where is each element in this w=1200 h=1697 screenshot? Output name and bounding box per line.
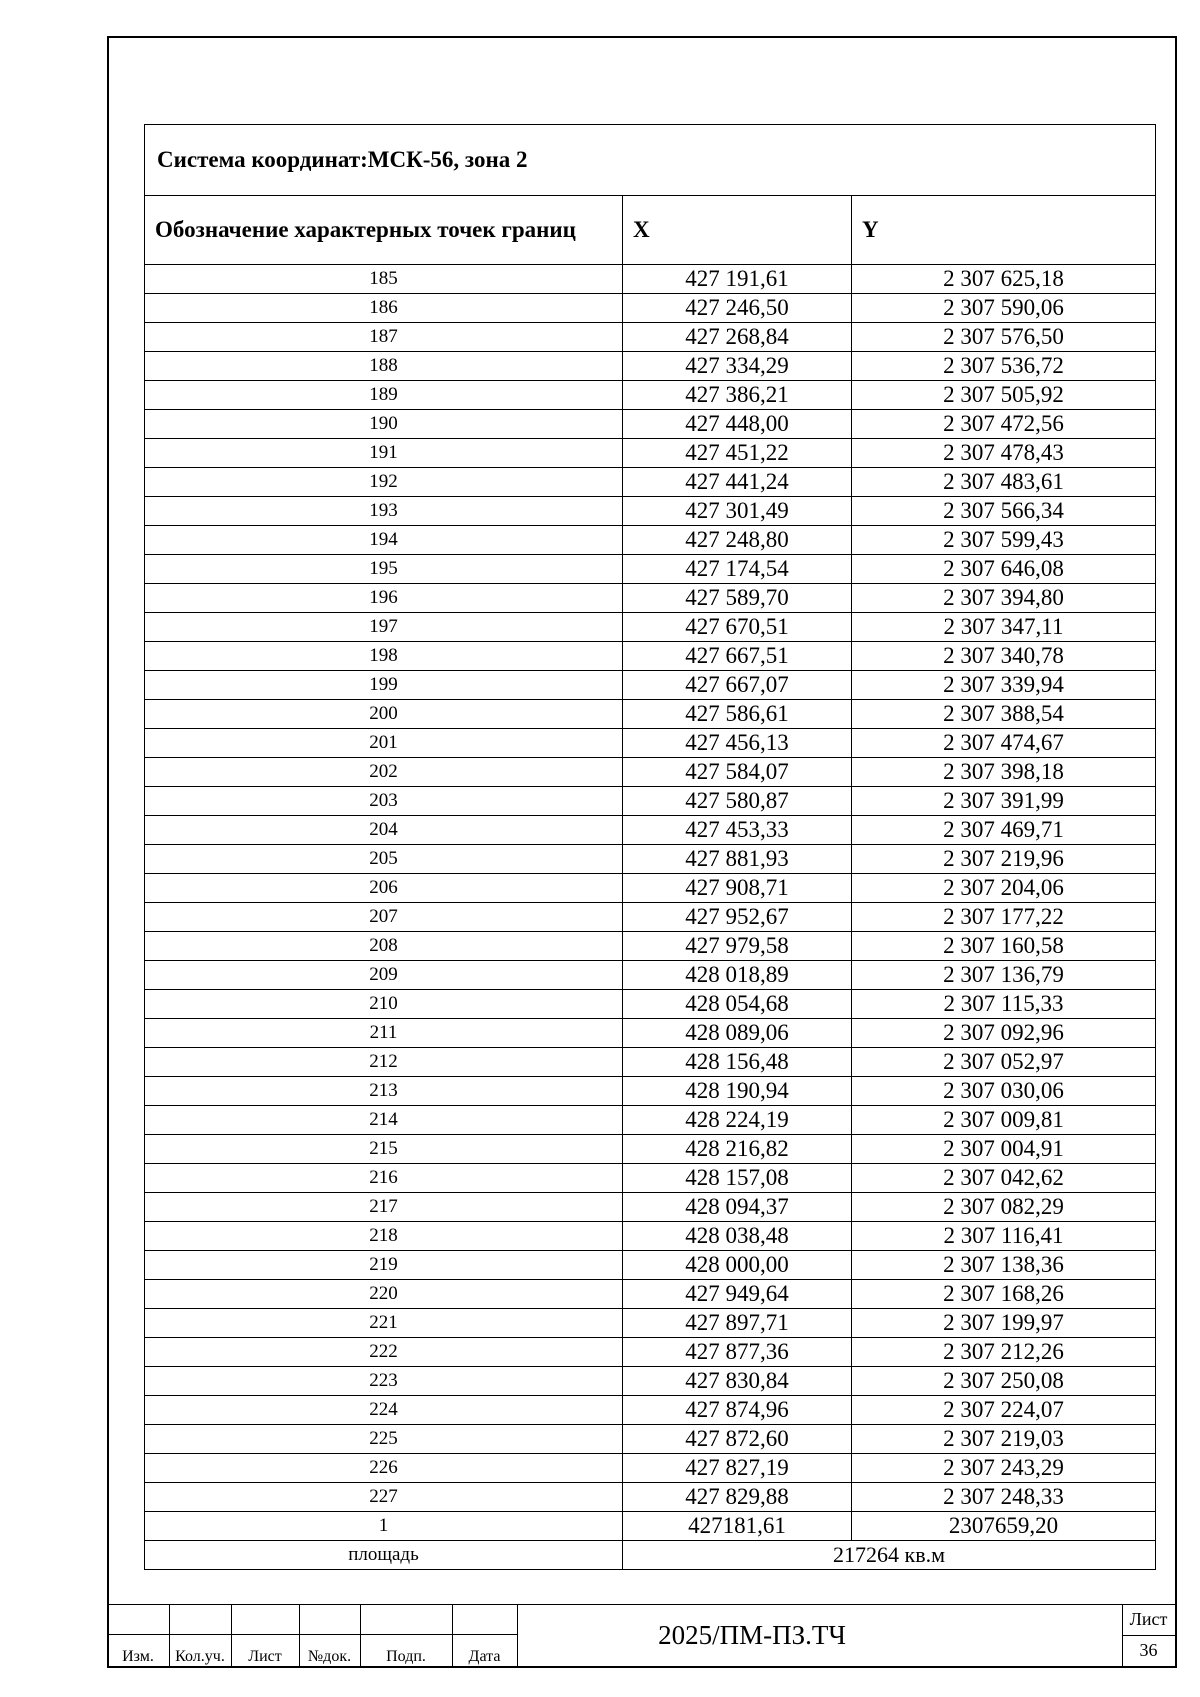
y-coordinate-cell: 2 307 092,96 [852,1019,1156,1048]
point-id-cell: 215 [145,1135,623,1164]
x-coordinate-cell: 427181,61 [623,1512,852,1541]
y-coordinate-cell: 2 307 212,26 [852,1338,1156,1367]
point-id-cell: 204 [145,816,623,845]
stamp-label-kol-uch: Кол.уч. [175,1648,225,1665]
y-coordinate-cell: 2 307 340,78 [852,642,1156,671]
stamp-label-data: Дата [468,1648,501,1665]
y-coordinate-cell: 2 307 138,36 [852,1251,1156,1280]
point-id-cell: 194 [145,526,623,555]
document-code: 2025/ПМ-ПЗ.ТЧ [658,1620,846,1650]
stamp-label-ndok: №док. [307,1648,352,1665]
x-coordinate-cell: 427 667,07 [623,671,852,700]
table-row [145,903,1156,932]
table-row [145,265,1156,294]
y-coordinate-cell: 2 307 398,18 [852,758,1156,787]
point-id-cell: 209 [145,961,623,990]
y-coordinate-cell: 2 307 469,71 [852,816,1156,845]
x-coordinate-cell: 428 000,00 [623,1251,852,1280]
table-row [145,961,1156,990]
point-id-cell: 191 [145,439,623,468]
sheet-number: 36 [1139,1640,1158,1660]
y-coordinate-cell: 2 307 168,26 [852,1280,1156,1309]
x-coordinate-cell: 427 670,51 [623,613,852,642]
table-row [145,352,1156,381]
table-row [145,468,1156,497]
table-row [145,1309,1156,1338]
table-row [145,1280,1156,1309]
y-coordinate-cell: 2 307 646,08 [852,555,1156,584]
y-coordinate-cell: 2 307 536,72 [852,352,1156,381]
x-coordinate-cell: 427 881,93 [623,845,852,874]
point-id-cell: 202 [145,758,623,787]
stamp-label-izm: Изм. [122,1648,154,1665]
x-coordinate-cell: 427 589,70 [623,584,852,613]
header-y: Y [852,196,1156,265]
point-id-cell: 218 [145,1222,623,1251]
x-coordinate-cell: 428 156,48 [623,1048,852,1077]
point-id-cell: 193 [145,497,623,526]
x-coordinate-cell: 427 334,29 [623,352,852,381]
y-coordinate-cell: 2 307 505,92 [852,381,1156,410]
table-row [145,642,1156,671]
point-id-cell: 223 [145,1367,623,1396]
point-id-cell: 187 [145,323,623,352]
x-coordinate-cell: 428 018,89 [623,961,852,990]
x-coordinate-cell: 427 827,19 [623,1454,852,1483]
y-coordinate-cell: 2 307 004,91 [852,1135,1156,1164]
x-coordinate-cell: 427 667,51 [623,642,852,671]
table-row [145,932,1156,961]
point-id-cell: 210 [145,990,623,1019]
table-row [145,613,1156,642]
x-coordinate-cell: 427 191,61 [623,265,852,294]
x-coordinate-cell: 427 584,07 [623,758,852,787]
point-id-cell: 216 [145,1164,623,1193]
x-coordinate-cell: 428 216,82 [623,1135,852,1164]
table-row [145,1512,1156,1541]
y-coordinate-cell: 2 307 248,33 [852,1483,1156,1512]
table-row [145,381,1156,410]
x-coordinate-cell: 427 872,60 [623,1425,852,1454]
point-id-cell: 186 [145,294,623,323]
stamp-label-podp: Подп. [386,1648,426,1665]
point-id-cell: 211 [145,1019,623,1048]
point-id-cell: 213 [145,1077,623,1106]
y-coordinate-cell: 2 307 042,62 [852,1164,1156,1193]
table-row [145,700,1156,729]
x-coordinate-cell: 427 586,61 [623,700,852,729]
header-point: Обозначение характерных точек границ [145,196,623,265]
area-label: площадь [145,1541,623,1570]
table-row [145,1019,1156,1048]
y-coordinate-cell: 2307659,20 [852,1512,1156,1541]
x-coordinate-cell: 428 089,06 [623,1019,852,1048]
y-coordinate-cell: 2 307 391,99 [852,787,1156,816]
coordinates-table [144,124,1156,1570]
table-row [145,1367,1156,1396]
point-id-cell: 199 [145,671,623,700]
point-id-cell: 221 [145,1309,623,1338]
point-id-cell: 203 [145,787,623,816]
y-coordinate-cell: 2 307 116,41 [852,1222,1156,1251]
x-coordinate-cell: 428 224,19 [623,1106,852,1135]
table-title-row [145,125,1156,196]
table-row [145,1483,1156,1512]
table-row [145,1222,1156,1251]
y-coordinate-cell: 2 307 590,06 [852,294,1156,323]
table-row [145,816,1156,845]
x-coordinate-cell: 428 157,08 [623,1164,852,1193]
point-id-cell: 225 [145,1425,623,1454]
x-coordinate-cell: 427 386,21 [623,381,852,410]
header-x: X [623,196,852,265]
y-coordinate-cell: 2 307 160,58 [852,932,1156,961]
x-coordinate-cell: 427 897,71 [623,1309,852,1338]
x-coordinate-cell: 427 246,50 [623,294,852,323]
y-coordinate-cell: 2 307 136,79 [852,961,1156,990]
point-id-cell: 201 [145,729,623,758]
y-coordinate-cell: 2 307 388,54 [852,700,1156,729]
area-row [145,1541,1156,1570]
table-row [145,671,1156,700]
table-row [145,787,1156,816]
point-id-cell: 219 [145,1251,623,1280]
point-id-cell: 227 [145,1483,623,1512]
x-coordinate-cell: 427 456,13 [623,729,852,758]
y-coordinate-cell: 2 307 250,08 [852,1367,1156,1396]
area-value: 217264 кв.м [623,1541,1156,1570]
y-coordinate-cell: 2 307 566,34 [852,497,1156,526]
point-id-cell: 217 [145,1193,623,1222]
point-id-cell: 207 [145,903,623,932]
y-coordinate-cell: 2 307 576,50 [852,323,1156,352]
y-coordinate-cell: 2 307 177,22 [852,903,1156,932]
y-coordinate-cell: 2 307 009,81 [852,1106,1156,1135]
point-id-cell: 192 [145,468,623,497]
table-row [145,1454,1156,1483]
x-coordinate-cell: 427 580,87 [623,787,852,816]
x-coordinate-cell: 428 054,68 [623,990,852,1019]
sheet-label: Лист [1129,1609,1168,1629]
y-coordinate-cell: 2 307 339,94 [852,671,1156,700]
x-coordinate-cell: 427 952,67 [623,903,852,932]
y-coordinate-cell: 2 307 204,06 [852,874,1156,903]
point-id-cell: 222 [145,1338,623,1367]
table-row [145,758,1156,787]
y-coordinate-cell: 2 307 243,29 [852,1454,1156,1483]
x-coordinate-cell: 427 268,84 [623,323,852,352]
x-coordinate-cell: 427 877,36 [623,1338,852,1367]
point-id-cell: 226 [145,1454,623,1483]
point-id-cell: 197 [145,613,623,642]
x-coordinate-cell: 427 301,49 [623,497,852,526]
y-coordinate-cell: 2 307 082,29 [852,1193,1156,1222]
table-row [145,294,1156,323]
point-id-cell: 224 [145,1396,623,1425]
coordinate-system-title: Система координат:МСК-56, зона 2 [145,125,1156,196]
y-coordinate-cell: 2 307 599,43 [852,526,1156,555]
table-header-row [145,196,1156,265]
y-coordinate-cell: 2 307 474,67 [852,729,1156,758]
y-coordinate-cell: 2 307 478,43 [852,439,1156,468]
point-id-cell: 198 [145,642,623,671]
table-row [145,1251,1156,1280]
point-id-cell: 205 [145,845,623,874]
y-coordinate-cell: 2 307 052,97 [852,1048,1156,1077]
table-row [145,1193,1156,1222]
table-row [145,990,1156,1019]
y-coordinate-cell: 2 307 224,07 [852,1396,1156,1425]
point-id-cell: 188 [145,352,623,381]
table-row [145,1338,1156,1367]
table-row [145,497,1156,526]
x-coordinate-cell: 427 453,33 [623,816,852,845]
x-coordinate-cell: 427 248,80 [623,526,852,555]
table-row [145,555,1156,584]
point-id-cell: 185 [145,265,623,294]
title-block [107,1604,1177,1668]
table-row [145,729,1156,758]
point-id-cell: 1 [145,1512,623,1541]
x-coordinate-cell: 428 190,94 [623,1077,852,1106]
point-id-cell: 195 [145,555,623,584]
y-coordinate-cell: 2 307 199,97 [852,1309,1156,1338]
x-coordinate-cell: 427 829,88 [623,1483,852,1512]
table-row [145,323,1156,352]
x-coordinate-cell: 428 038,48 [623,1222,852,1251]
stamp-label-list: Лист [248,1648,282,1665]
x-coordinate-cell: 427 451,22 [623,439,852,468]
point-id-cell: 196 [145,584,623,613]
y-coordinate-cell: 2 307 219,96 [852,845,1156,874]
x-coordinate-cell: 427 874,96 [623,1396,852,1425]
point-id-cell: 208 [145,932,623,961]
x-coordinate-cell: 427 174,54 [623,555,852,584]
table-row [145,1048,1156,1077]
table-row [145,1106,1156,1135]
y-coordinate-cell: 2 307 472,56 [852,410,1156,439]
point-id-cell: 220 [145,1280,623,1309]
table-row [145,1164,1156,1193]
point-id-cell: 190 [145,410,623,439]
y-coordinate-cell: 2 307 625,18 [852,265,1156,294]
point-id-cell: 189 [145,381,623,410]
x-coordinate-cell: 427 830,84 [623,1367,852,1396]
x-coordinate-cell: 427 441,24 [623,468,852,497]
table-row [145,874,1156,903]
table-row [145,584,1156,613]
table-row [145,845,1156,874]
table-row [145,1135,1156,1164]
point-id-cell: 214 [145,1106,623,1135]
x-coordinate-cell: 427 979,58 [623,932,852,961]
x-coordinate-cell: 427 908,71 [623,874,852,903]
y-coordinate-cell: 2 307 115,33 [852,990,1156,1019]
y-coordinate-cell: 2 307 347,11 [852,613,1156,642]
table-row [145,1396,1156,1425]
table-row [145,439,1156,468]
point-id-cell: 212 [145,1048,623,1077]
point-id-cell: 200 [145,700,623,729]
y-coordinate-cell: 2 307 030,06 [852,1077,1156,1106]
point-id-cell: 206 [145,874,623,903]
y-coordinate-cell: 2 307 394,80 [852,584,1156,613]
table-row [145,410,1156,439]
table-row [145,1425,1156,1454]
x-coordinate-cell: 427 448,00 [623,410,852,439]
y-coordinate-cell: 2 307 483,61 [852,468,1156,497]
table-row [145,526,1156,555]
x-coordinate-cell: 427 949,64 [623,1280,852,1309]
y-coordinate-cell: 2 307 219,03 [852,1425,1156,1454]
x-coordinate-cell: 428 094,37 [623,1193,852,1222]
table-row [145,1077,1156,1106]
